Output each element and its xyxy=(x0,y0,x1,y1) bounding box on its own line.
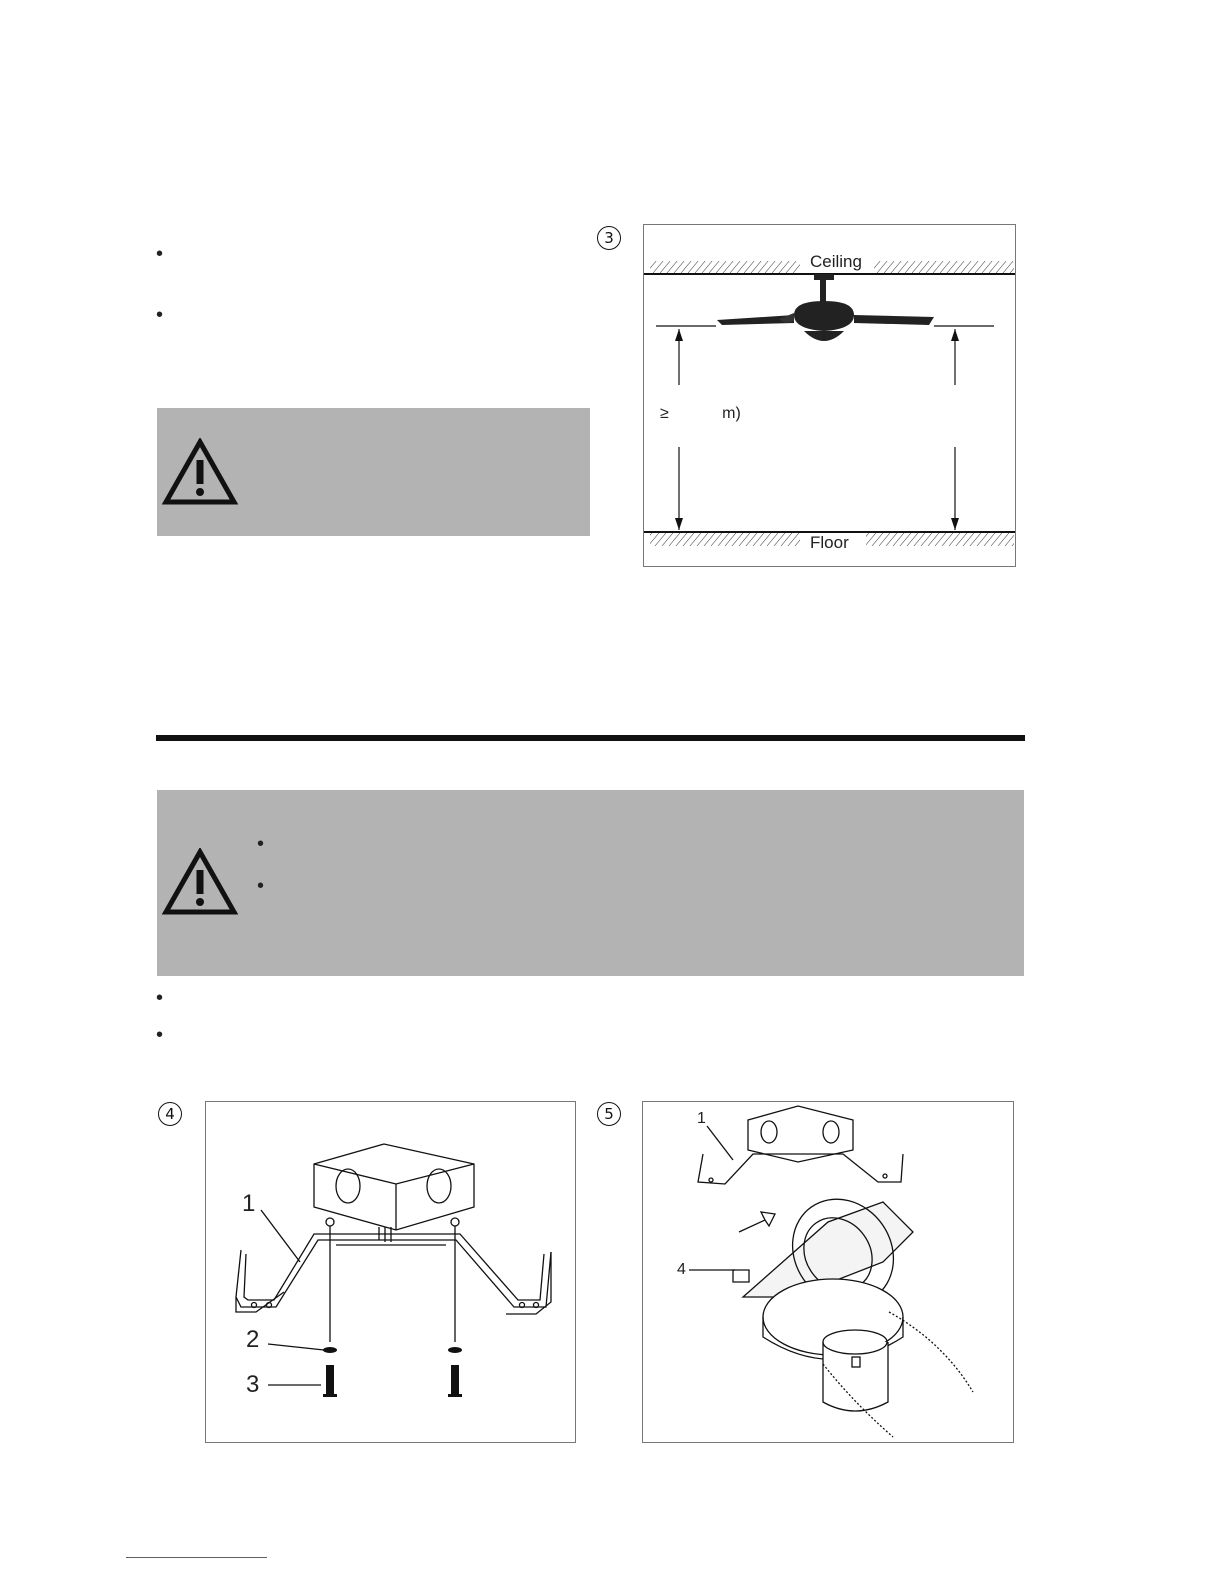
figure-4-frame xyxy=(205,1101,576,1443)
height-label: ≥ m) xyxy=(660,405,741,422)
callout-1: 1 xyxy=(697,1110,706,1127)
ceiling-fan-illustration xyxy=(717,274,934,341)
callout-1: 1 xyxy=(242,1190,256,1217)
bullet-point: • xyxy=(156,987,164,1009)
bullet-point: • xyxy=(156,304,164,326)
fan-height-diagram xyxy=(644,225,1015,566)
ceiling-label: Ceiling xyxy=(806,252,866,272)
warning-box-wide xyxy=(157,790,1024,976)
footer-link-underline[interactable] xyxy=(126,1557,267,1558)
figure-number-3: 3 xyxy=(597,226,621,250)
figure-3-frame xyxy=(643,224,1016,567)
figure-5-frame xyxy=(642,1101,1014,1443)
floor-label: Floor xyxy=(806,533,853,553)
bullet-point: • xyxy=(257,875,265,897)
figure-number-4: 4 xyxy=(158,1102,182,1126)
section-divider xyxy=(156,735,1025,741)
bullet-point: • xyxy=(156,1024,164,1046)
warning-triangle-icon xyxy=(162,848,238,916)
callout-3: 3 xyxy=(246,1371,260,1398)
bullet-point: • xyxy=(156,243,164,265)
callout-2: 2 xyxy=(246,1326,260,1353)
mounting-bracket-diagram xyxy=(206,1102,575,1442)
figure-number-5: 5 xyxy=(597,1102,621,1126)
warning-box xyxy=(157,408,590,536)
warning-triangle-icon xyxy=(162,438,238,506)
callout-4: 4 xyxy=(677,1261,686,1278)
bullet-point: • xyxy=(257,833,265,855)
motor-hanging-diagram xyxy=(643,1102,1013,1442)
